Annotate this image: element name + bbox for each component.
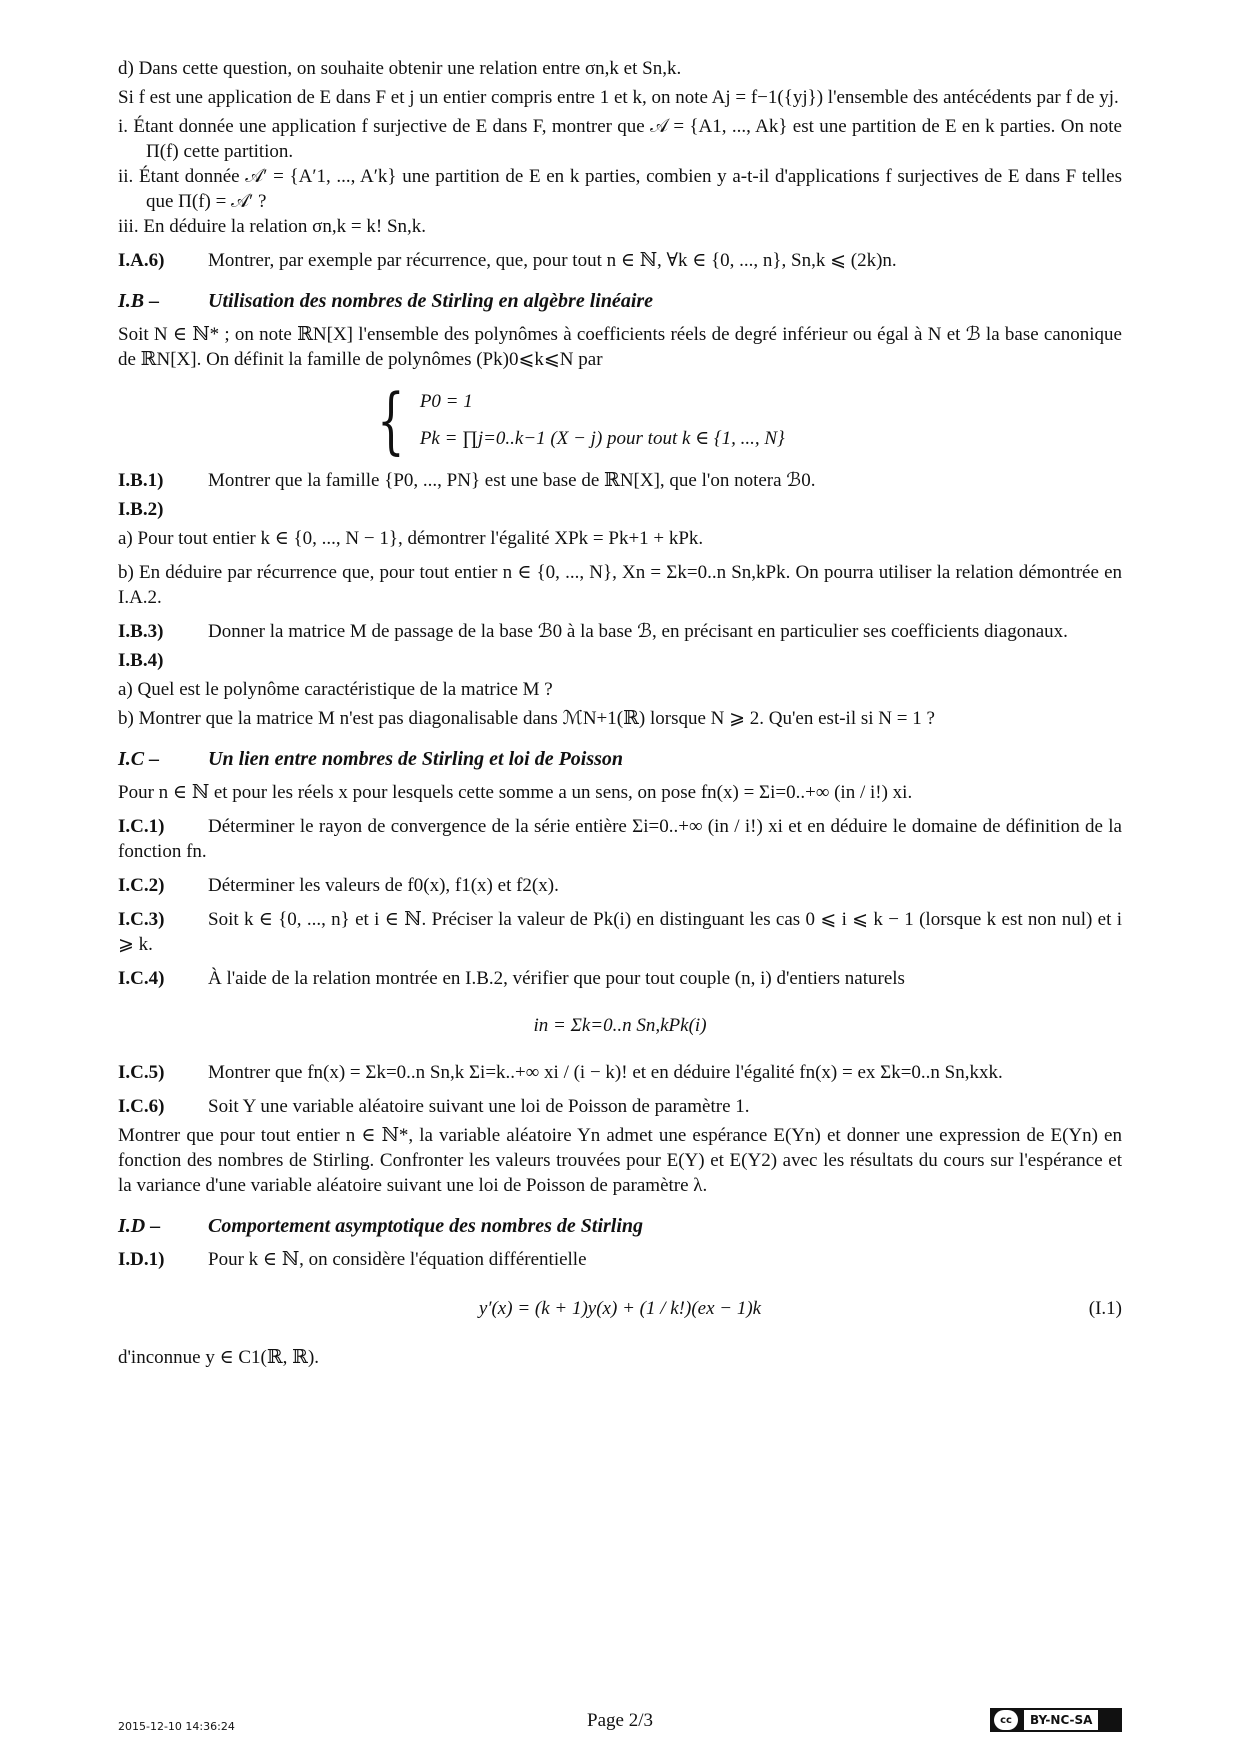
question-IC5 — [118, 1060, 1122, 1085]
question-text: Montrer, par exemple par récurrence, que, pour tout n ∈ ℕ, ∀k ∈ {0, ..., n}, Sn,k ⩽ (2k)n. — [208, 250, 897, 271]
question-IB2b: b) En déduire par récurrence que, pour tout entier n ∈ {0, ..., N}, Xn = Σk=0..n Sn,kPk. On pourra utiliser la relation démontrée en I.A.2. — [118, 562, 1122, 608]
section-heading-ID — [118, 1214, 1122, 1239]
question-tag: I.C.5) — [118, 1062, 165, 1083]
cc-icon: cc — [994, 1710, 1018, 1730]
question-ID1 — [118, 1247, 1122, 1272]
question-tag: I.C.4) — [118, 968, 165, 989]
license-label: BY-NC-SA — [1024, 1710, 1098, 1730]
equation-text: y′(x) = (k + 1)y(x) + (1 / k!)(ex − 1)k — [478, 1298, 762, 1319]
question-tag: I.B.3) — [118, 621, 164, 642]
section-number: I.D – — [118, 1215, 161, 1237]
question-d-iii: iii. En déduire la relation σn,k = k! Sn,k. — [118, 216, 427, 237]
question-IC3 — [118, 907, 1122, 957]
question-tag: I.C.6) — [118, 1096, 165, 1117]
question-IB2-tag: I.B.2) — [118, 499, 164, 520]
equation-I1 — [118, 1296, 1122, 1321]
question-IA6 — [118, 248, 1122, 273]
license-badge — [990, 1708, 1122, 1732]
question-tag: I.C.2) — [118, 875, 165, 896]
page-number: Page 2/3 — [587, 1710, 653, 1731]
question-text: Soit Y une variable aléatoire suivant une loi de Poisson de paramètre 1. — [208, 1096, 750, 1117]
question-text: Pour k ∈ ℕ, on considère l'équation différentielle — [208, 1249, 587, 1270]
section-number: I.C – — [118, 748, 160, 770]
question-IC2 — [118, 873, 1122, 898]
section-title: Comportement asymptotique des nombres de Stirling — [208, 1215, 644, 1237]
question-d-intro: d) Dans cette question, on souhaite obtenir une relation entre σn,k et Sn,k. — [118, 58, 682, 79]
question-IC6 — [118, 1094, 1122, 1119]
equation-text: in = Σk=0..n Sn,kPk(i) — [533, 1015, 707, 1036]
question-tag: I.C.3) — [118, 909, 165, 930]
question-text: À l'aide de la relation montrée en I.B.2, vérifier que pour tout couple (n, i) d'entiers naturels — [208, 968, 905, 989]
question-IB3 — [118, 619, 1122, 644]
system-lines — [420, 389, 785, 451]
section-title: Un lien entre nombres de Stirling et loi de Poisson — [208, 748, 624, 770]
question-text: Montrer que la famille {P0, ..., PN} est une base de ℝN[X], que l'on notera ℬ0. — [208, 470, 816, 491]
question-IB4a: a) Quel est le polynôme caractéristique de la matrice M ? — [118, 679, 553, 700]
question-IC6-continuation: Montrer que pour tout entier n ∈ ℕ*, la variable aléatoire Yn admet une espérance E(Yn) et donner une expression de E(Yn) en fonction des nombres de Stirling. Confronter les valeurs trouvées pour E(Y) et E(Y2) avec les résultats du cours sur l'espérance et la variance d'une variable aléatoire suivant une loi de Poisson de paramètre λ. — [118, 1125, 1122, 1196]
page-footer — [118, 1708, 1122, 1736]
question-tag: I.C.1) — [118, 816, 165, 837]
question-IB2a: a) Pour tout entier k ∈ {0, ..., N − 1}, démontrer l'égalité XPk = Pk+1 + kPk. — [118, 528, 704, 549]
question-IC4 — [118, 966, 1122, 991]
section-number: I.B – — [118, 290, 160, 312]
question-tag: I.B.1) — [118, 470, 164, 491]
question-text: Déterminer les valeurs de f0(x), f1(x) et f2(x). — [208, 875, 559, 896]
section-IC-intro: Pour n ∈ ℕ et pour les réels x pour lesquels cette somme a un sens, on pose fn(x) = Σi=0..+∞ (in / i!) xi. — [118, 782, 913, 803]
question-text: Déterminer le rayon de convergence de la série entière Σi=0..+∞ (in / i!) xi et en déduire le domaine de définition de la fonction fn. — [118, 816, 1122, 862]
question-d-i: i. Étant donnée une application f surjective de E dans F, montrer que 𝒜 = {A1, ..., Ak} est une partition de E en k parties. On note Π(f) cette partition. — [118, 116, 1122, 162]
question-IC1 — [118, 814, 1122, 864]
system-line-2: Pk = ∏j=0..k−1 (X − j) pour tout k ∈ {1, ..., N} — [419, 428, 785, 449]
footer-timestamp: 2015-12-10 14:36:24 — [118, 1720, 235, 1733]
section-heading-IB — [118, 289, 1122, 314]
section-heading-IC — [118, 747, 1122, 772]
section-title: Utilisation des nombres de Stirling en algèbre linéaire — [208, 290, 654, 312]
question-text: Montrer que fn(x) = Σk=0..n Sn,k Σi=k..+∞ xi / (i − k)! et en déduire l'égalité fn(x) = ex Σk=0..n Sn,kxk. — [208, 1062, 1003, 1083]
left-brace: { — [377, 378, 405, 462]
question-tag: I.A.6) — [118, 250, 165, 271]
equation-IC4 — [118, 1013, 1122, 1038]
question-IB1 — [118, 468, 1122, 493]
section-IB-intro: Soit N ∈ ℕ* ; on note ℝN[X] l'ensemble des polynômes à coefficients réels de degré inférieur ou égal à N et ℬ la base canonique de ℝN[X]. On définit la famille de polynômes (Pk)0⩽k⩽N par — [118, 324, 1122, 370]
document-body — [118, 56, 1122, 1370]
question-IB4b: b) Montrer que la matrice M n'est pas diagonalisable dans ℳN+1(ℝ) lorsque N ⩾ 2. Qu'en est-il si N = 1 ? — [118, 708, 935, 729]
question-text: Soit k ∈ {0, ..., n} et i ∈ ℕ. Préciser la valeur de Pk(i) en distinguant les cas 0 ⩽ i ⩽ k − 1 (lorsque k est non nul) et i ⩾ k. — [118, 909, 1122, 955]
question-d-definition: Si f est une application de E dans F et j un entier compris entre 1 et k, on note Aj = f−1({yj}) l'ensemble des antécédents par f de yj. — [118, 87, 1119, 108]
equation-number: (I.1) — [1088, 1298, 1122, 1319]
question-IB4-tag: I.B.4) — [118, 650, 164, 671]
question-tag: I.D.1) — [118, 1249, 165, 1270]
system-line-1: P0 = 1 — [419, 391, 473, 412]
polynomial-system — [368, 378, 1122, 462]
equation-unknown: d'inconnue y ∈ C1(ℝ, ℝ). — [118, 1347, 320, 1368]
question-text: Donner la matrice M de passage de la base ℬ0 à la base ℬ, en précisant en particulier ses coefficients diagonaux. — [208, 621, 1068, 642]
question-d-ii: ii. Étant donnée 𝒜′ = {A′1, ..., A′k} une partition de E en k parties, combien y a-t-il d'applications f surjectives de E dans F telles que Π(f) = 𝒜′ ? — [118, 166, 1122, 212]
